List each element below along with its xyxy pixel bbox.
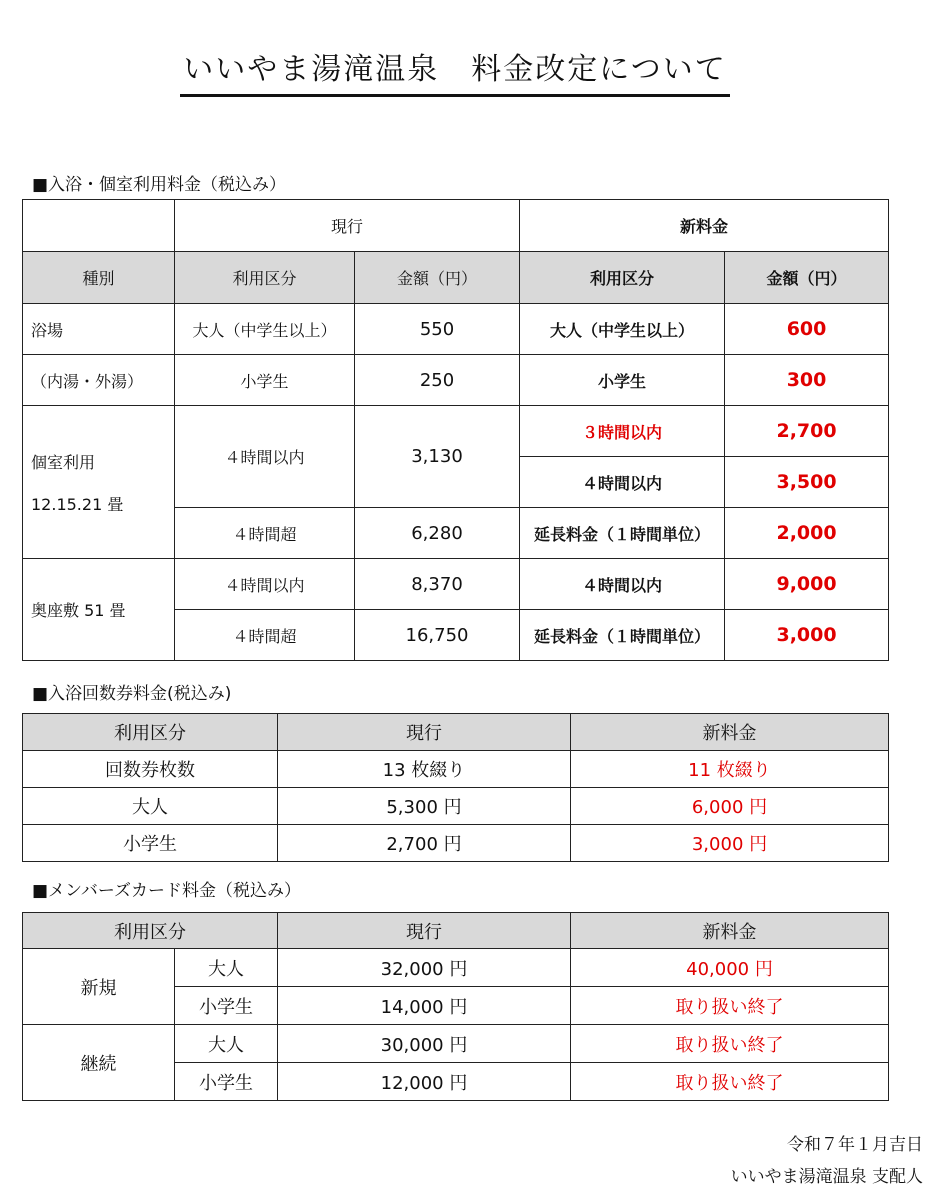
current-value: 2,700 円	[278, 825, 571, 862]
table-row	[23, 1025, 889, 1063]
current-price: 550	[355, 304, 520, 355]
new-value: 6,000 円	[571, 788, 889, 825]
new-category: 延長料金（１時間単位）	[520, 610, 725, 661]
category: 回数券枚数	[23, 751, 278, 788]
table-row	[23, 304, 889, 355]
bath-price-table	[22, 199, 889, 661]
members-card-table	[22, 912, 889, 1101]
new-category: ４時間以内	[520, 457, 725, 508]
header-current-category: 利用区分	[175, 252, 355, 304]
table-row	[23, 559, 889, 610]
type-bath-detail: （内湯・外湯）	[23, 355, 175, 406]
current-category: ４時間超	[175, 610, 355, 661]
header-new-category: 利用区分	[520, 252, 725, 304]
table-row	[23, 788, 889, 825]
header-new-price: 金額（円）	[725, 252, 889, 304]
group-renewal: 継続	[23, 1025, 175, 1101]
header-category: 利用区分	[23, 714, 278, 751]
current-price: 6,280	[355, 508, 520, 559]
category: 小学生	[23, 825, 278, 862]
group-new-membership: 新規	[23, 949, 175, 1025]
new-value: 取り扱い終了	[571, 1025, 889, 1063]
table-row	[23, 751, 889, 788]
current-category: ４時間以内	[175, 559, 355, 610]
current-value: 5,300 円	[278, 788, 571, 825]
table-row	[23, 949, 889, 987]
type-private-room-label: 個室利用	[31, 452, 96, 472]
category: 小学生	[175, 1063, 278, 1101]
group-new-header: 新料金	[520, 200, 889, 252]
new-value: 3,000 円	[571, 825, 889, 862]
new-value: 取り扱い終了	[571, 987, 889, 1025]
header-current: 現行	[278, 913, 571, 949]
new-price: 300	[725, 355, 889, 406]
category: 大人	[23, 788, 278, 825]
new-value: 取り扱い終了	[571, 1063, 889, 1101]
current-value: 32,000 円	[278, 949, 571, 987]
new-value: 11 枚綴り	[571, 751, 889, 788]
header-type: 種別	[23, 252, 175, 304]
new-category: ３時間以内	[520, 406, 725, 457]
table-row	[23, 825, 889, 862]
current-value: 30,000 円	[278, 1025, 571, 1063]
current-price: 250	[355, 355, 520, 406]
current-price: 3,130	[355, 406, 520, 508]
new-category: 延長料金（１時間単位）	[520, 508, 725, 559]
current-value: 12,000 円	[278, 1063, 571, 1101]
current-category: 大人（中学生以上）	[175, 304, 355, 355]
category: 小学生	[175, 987, 278, 1025]
group-current-header: 現行	[175, 200, 520, 252]
section-heading-coupon: ■入浴回数券料金(税込み)	[32, 684, 232, 704]
coupon-price-table	[22, 713, 889, 862]
category: 大人	[175, 949, 278, 987]
current-price: 8,370	[355, 559, 520, 610]
new-price: 9,000	[725, 559, 889, 610]
section-heading-members: ■メンバーズカード料金（税込み）	[32, 881, 302, 901]
current-category: ４時間超	[175, 508, 355, 559]
section-heading-bath: ■入浴・個室利用料金（税込み）	[32, 175, 287, 195]
new-price: 3,000	[725, 610, 889, 661]
new-category: 小学生	[520, 355, 725, 406]
empty-corner-cell	[23, 200, 175, 252]
new-price: 2,000	[725, 508, 889, 559]
new-category: 大人（中学生以上）	[520, 304, 725, 355]
current-value: 14,000 円	[278, 987, 571, 1025]
new-value: 40,000 円	[571, 949, 889, 987]
header-new: 新料金	[571, 913, 889, 949]
type-private-room-size: 12.15.21 畳	[31, 494, 124, 514]
header-category: 利用区分	[23, 913, 278, 949]
table-row	[23, 406, 889, 457]
current-value: 13 枚綴り	[278, 751, 571, 788]
category: 大人	[175, 1025, 278, 1063]
current-category: 小学生	[175, 355, 355, 406]
new-price: 3,500	[725, 457, 889, 508]
header-current-price: 金額（円）	[355, 252, 520, 304]
new-price: 2,700	[725, 406, 889, 457]
new-category: ４時間以内	[520, 559, 725, 610]
type-private-room	[23, 406, 175, 559]
current-category: ４時間以内	[175, 406, 355, 508]
type-oku-zashiki: 奥座敷 51 畳	[23, 559, 175, 661]
header-current: 現行	[278, 714, 571, 751]
header-new: 新料金	[571, 714, 889, 751]
current-price: 16,750	[355, 610, 520, 661]
type-bath: 浴場	[23, 304, 175, 355]
footer-date: 令和７年１月吉日	[787, 1135, 923, 1155]
page-title: いいやま湯滝温泉 料金改定について	[180, 44, 730, 97]
new-price: 600	[725, 304, 889, 355]
footer-signature: いいやま湯滝温泉 支配人	[730, 1167, 923, 1187]
table-row	[23, 355, 889, 406]
